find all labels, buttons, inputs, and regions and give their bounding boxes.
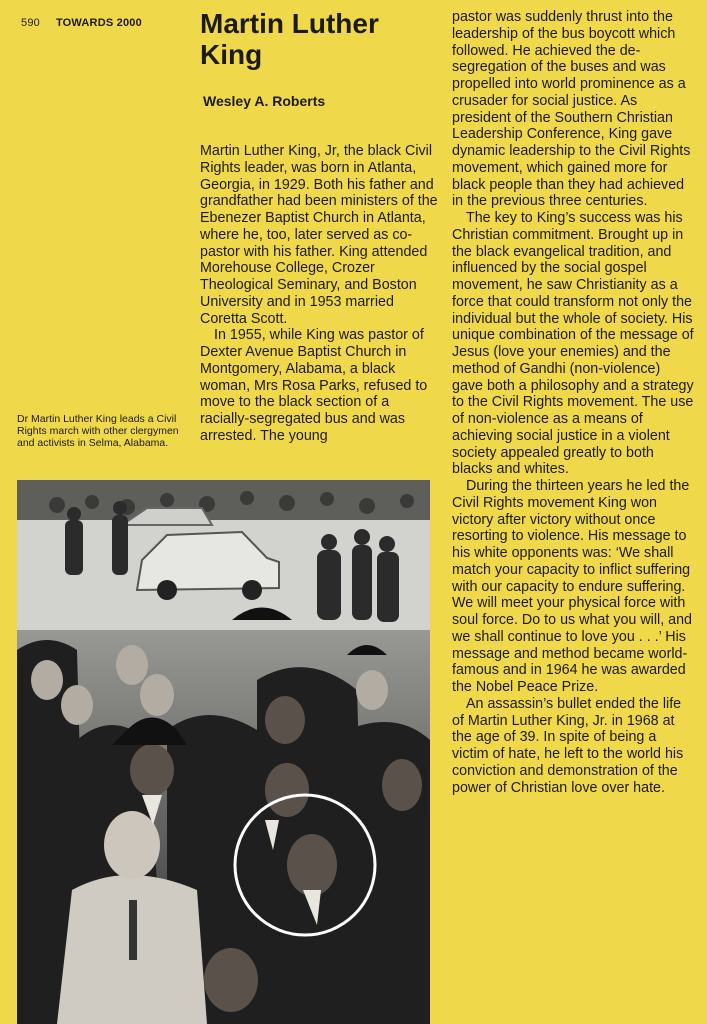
march-photograph — [17, 480, 430, 1024]
body-paragraph: During the thirteen years he led the Civil Rights movement King won victory after victory without once resorting to violence. His message to his white opponents was: ‘We shall match your capacity to inflict suffering with our capacity to endure suffering. We will meet your physical force with soul force. Do to us what you will, and we shall continue to love you . . .’ His message and method became world-famous and in 1964 he was awarded the Nobel Peace Prize. — [452, 478, 692, 695]
text-column-left — [200, 143, 440, 445]
photograph-illustration — [17, 480, 430, 1024]
photo-caption: Dr Martin Luther King leads a Civil Rights march with other clergymen and activists in Selma, Alabama. — [17, 413, 179, 449]
page-number: 590 — [21, 17, 40, 29]
article-title: Martin Luther King — [200, 8, 379, 70]
page-header — [21, 17, 142, 29]
article-author: Wesley A. Roberts — [203, 93, 326, 109]
body-paragraph: Martin Luther King, Jr, the black Civil Rights leader, was born in Atlanta, Georgia, in 1929. Both his father and grandfather had been ministers of the Ebenezer Baptist Church in Atlanta, where he, too, later served as co-pastor with his father. King attended Morehouse College, Crozer Theological Seminary, and Boston University and in 1953 married Coretta Scott. — [200, 143, 438, 327]
body-paragraph: An assassin’s bullet ended the life of Martin Luther King, Jr. in 1968 at the age of 39. In spite of being a victim of hate, he left to the world his conviction and demonstration of the power of Christian love over hate. — [452, 695, 684, 796]
section-title: TOWARDS 2000 — [55, 17, 142, 29]
body-paragraph: The key to King’s success was his Christian commitment. Brought up in the black evangelical tradition, and influenced by the social gospel movement, he saw Christianity as a force that could transform not only the individual but the whole of society. His unique combination of the message of Jesus (love your enemies) and the method of Gandhi (non-violence) gave both a philosophy and a strategy to the Civil Rights movement. The use of non-violence as a means of achieving social justice in a violent society appealed greatly to both blacks and whites. — [452, 210, 694, 478]
text-column-right — [452, 9, 694, 796]
body-paragraph: pastor was suddenly thrust into the leadership of the bus boycott which followed. He achieved the de-segregation of the buses and was propelled into world prominence as a crusader for social justice. As president of the Southern Christian Leadership Conference, King gave dynamic leadership to the Civil Rights movement, which gained more for black people than they had achieved in the previous three centuries. — [452, 9, 691, 210]
body-paragraph: In 1955, while King was pastor of Dexter Avenue Baptist Church in Montgomery, Alabama, a black woman, Mrs Rosa Parks, refused to move to the black section of a racially-segregated bus and was arrested. The young — [200, 327, 428, 444]
